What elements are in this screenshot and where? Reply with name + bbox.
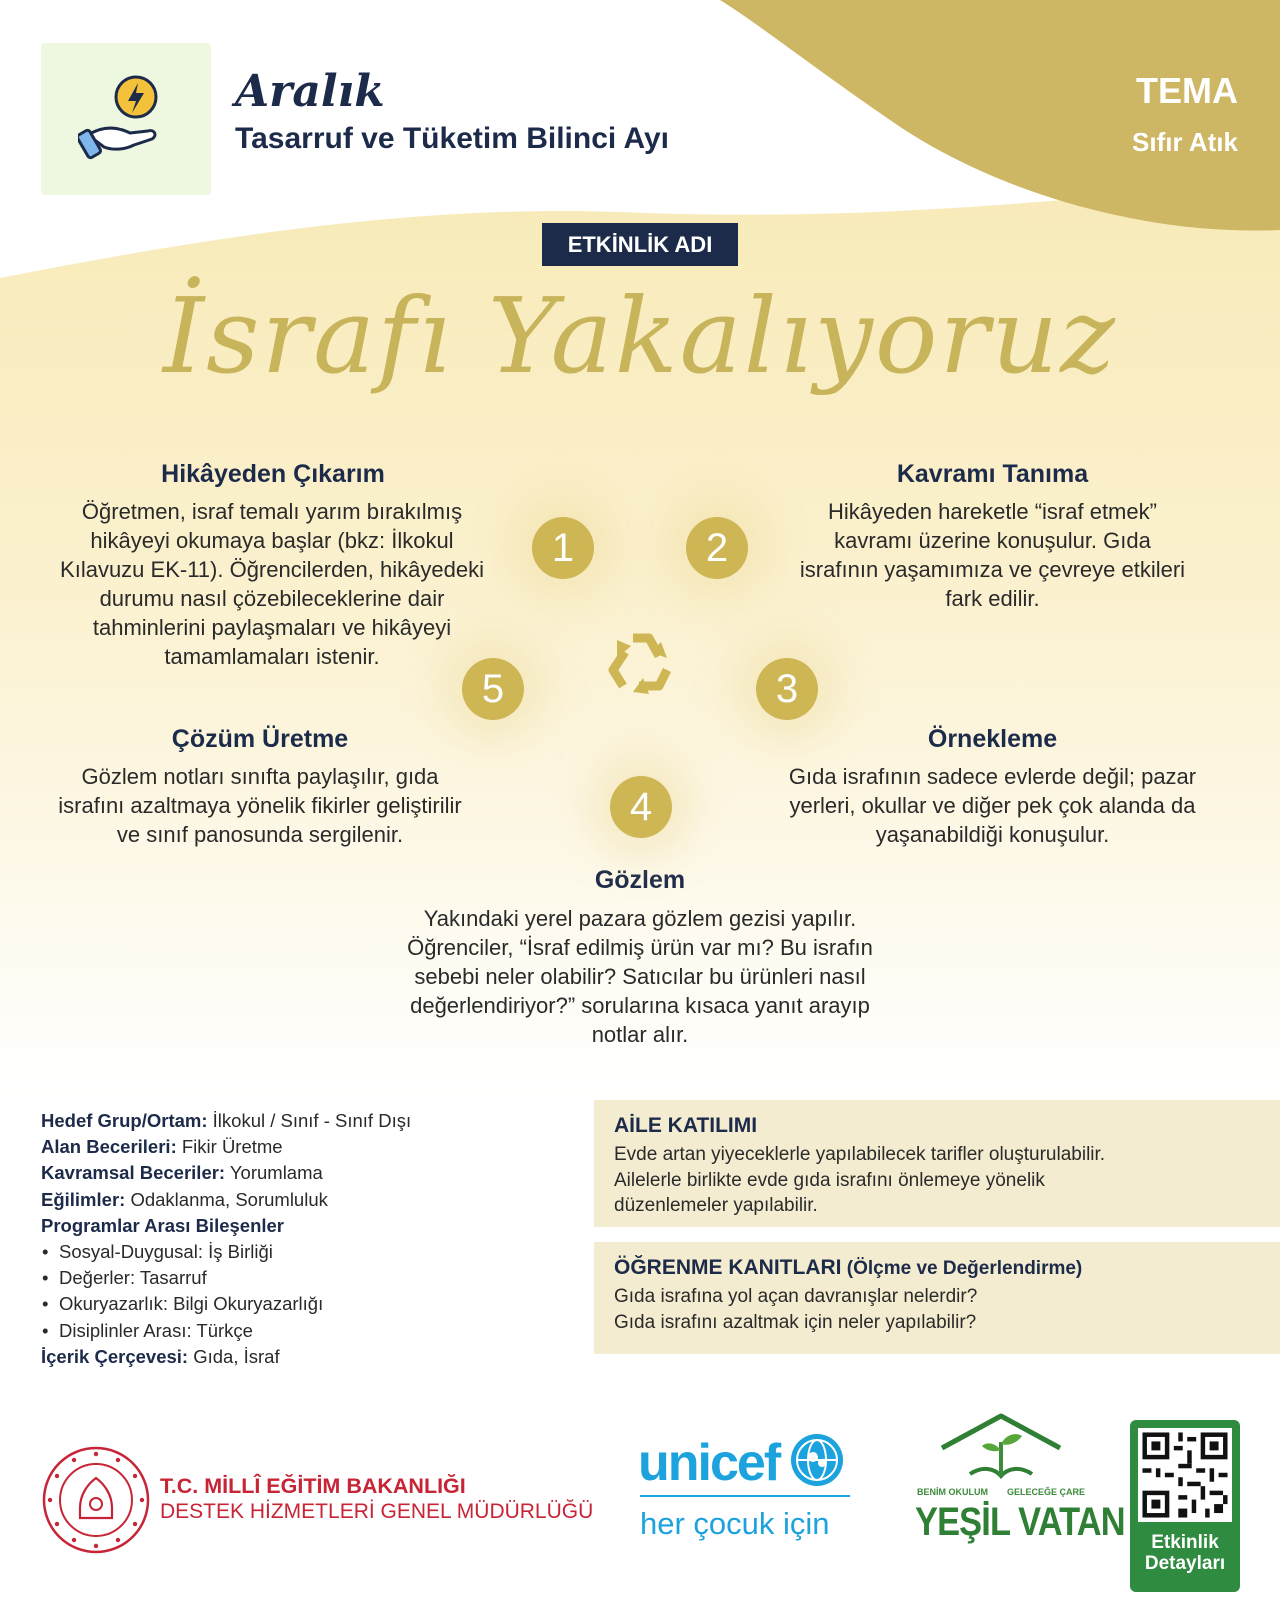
unicef-tagline: her çocuk için [640,1506,830,1541]
meb-subunit: DESTEK HİZMETLERİ GENEL MÜDÜRLÜĞÜ [160,1500,594,1523]
tema-label: TEMA [1136,70,1238,111]
yesil-vatan-house-icon [936,1412,1066,1488]
info-bullet: • Okuryazarlık: Bilgi Okuryazarlığı [41,1291,601,1317]
info-egilim: Eğilimler: Odaklanma, Sorumluluk [41,1188,328,1210]
activity-details-qr-link[interactable] [1130,1420,1240,1592]
hand-energy-icon [78,71,174,167]
step-number-4: 4 [610,776,672,838]
info-programlar: Programlar Arası Bileşenler [41,1214,285,1236]
event-title: İsrafı Yakalıyoruz [163,275,1117,397]
qr-code [1138,1428,1232,1522]
info-alan: Alan Becerileri: Fikir Üretme [41,1136,283,1158]
info-hedef: Hedef Grup/Ortam: İlkokul / Sınıf - Sınıf Dışı [41,1110,412,1131]
month-icon-box [41,43,211,195]
tema-value: Sıfır Atık [1132,127,1238,157]
family-participation-card [594,1100,1280,1227]
recycle-icon [603,628,679,704]
month-subtitle: Tasarruf ve Tüketim Bilinci Ayı [235,122,670,155]
step-4-heading: Gözlem [594,866,686,894]
step-4-text: Yakındaki yerel pazara gözlem gezisi yapılır. Öğrenciler, “İsraf edilmiş ürün var mı? Bu israfın sebebi neler olabilir? Satıcılar bu ürünleri nasıl değerlendiriyor?” sorularına kısaca yanıt arayıp notlar alır. [407,906,873,1047]
qr-caption: Etkinlik Detayları [1144,1532,1226,1574]
event-name-badge: ETKİNLİK ADI [542,223,738,266]
yesil-vatan-wordmark: YEŞİL VATAN [915,1500,1125,1544]
step-3-text: Gıda israfının sadece evlerde değil; pazar yerleri, okullar ve diğer pek çok alanda da yaşanabildiği konuşulur. [788,764,1197,847]
unicef-wordmark: unicef [638,1434,780,1492]
learning-evidence-line: Gıda israfına yol açan davranışlar nelerdir? [614,1286,978,1307]
yesil-vatan-slogan-left: BENİM OKULUM [917,1487,988,1497]
learning-evidence-line: Gıda israfını azaltmak için neler yapılabilir? [614,1311,977,1333]
month-title: Aralık [235,66,385,117]
family-participation-title: AİLE KATILIMI [614,1114,758,1137]
step-number-2: 2 [686,517,748,579]
step-1-heading: Hikâyeden Çıkarım [161,460,385,488]
yesil-vatan-slogan-right: GELECEĞE ÇARE [1007,1487,1086,1497]
info-bullet: • Disiplinler Arası: Türkçe [41,1318,601,1344]
unicef-globe-icon [788,1431,846,1489]
meb-name: T.C. MİLLÎ EĞİTİM BAKANLIĞI [160,1474,466,1498]
step-3-heading: Örnekleme [927,725,1058,753]
step-2-heading: Kavramı Tanıma [896,460,1089,488]
step-number-1: 1 [532,517,594,579]
step-5-text: Gözlem notları sınıfta paylaşılır, gıda israfını azaltmaya yönelik fikirler geliştirilir ve sınıf panosunda sergilenir. [58,764,462,847]
qr-code-icon [1138,1428,1232,1522]
info-kavramsal: Kavramsal Beceriler: Yorumlama [41,1162,323,1184]
corner-accent-shape [720,0,1280,240]
meb-logo [40,1444,152,1556]
learning-evidence-title: ÖĞRENME KANITLARI (Ölçme ve Değerlendirme) [614,1256,1083,1279]
family-participation-line: düzenlemeler yapılabilir. [614,1195,818,1216]
unicef-divider [640,1495,850,1497]
info-bullet: • Değerler: Tasarruf [41,1265,601,1291]
step-5-heading: Çözüm Üretme [171,725,349,753]
step-number-3: 3 [756,658,818,720]
family-participation-line: Ailelerle birlikte evde gıda israfını önlemeye yönelik [614,1169,1045,1191]
step-1-text: Öğretmen, israf temalı yarım bırakılmış hikâyeyi okumaya başlar (bkz: İlkokul Kılavuzu EK-11). Öğrencilerden, hikâyedeki durumu nasıl çözebileceklerine dair tahminlerini paylaşmaları ve hikâyeyi tamamlamaları istenir. [60,499,484,669]
learning-evidence-card [594,1242,1280,1354]
step-2-text: Hikâyeden hareketle “israf etmek” kavramı üzerine konuşulur. Gıda israfının yaşamımıza ve çevreye etkileri fark edilir. [799,499,1186,611]
step-number-5: 5 [462,658,524,720]
info-bullet: • Sosyal-Duygusal: İş Birliği [41,1239,601,1265]
info-icerik: İçerik Çerçevesi: Gıda, İsraf [41,1345,280,1367]
family-participation-line: Evde artan yiyeceklerle yapılabilecek tarifler oluşturulabilir. [614,1144,1106,1165]
activity-info-list [41,1108,601,1370]
